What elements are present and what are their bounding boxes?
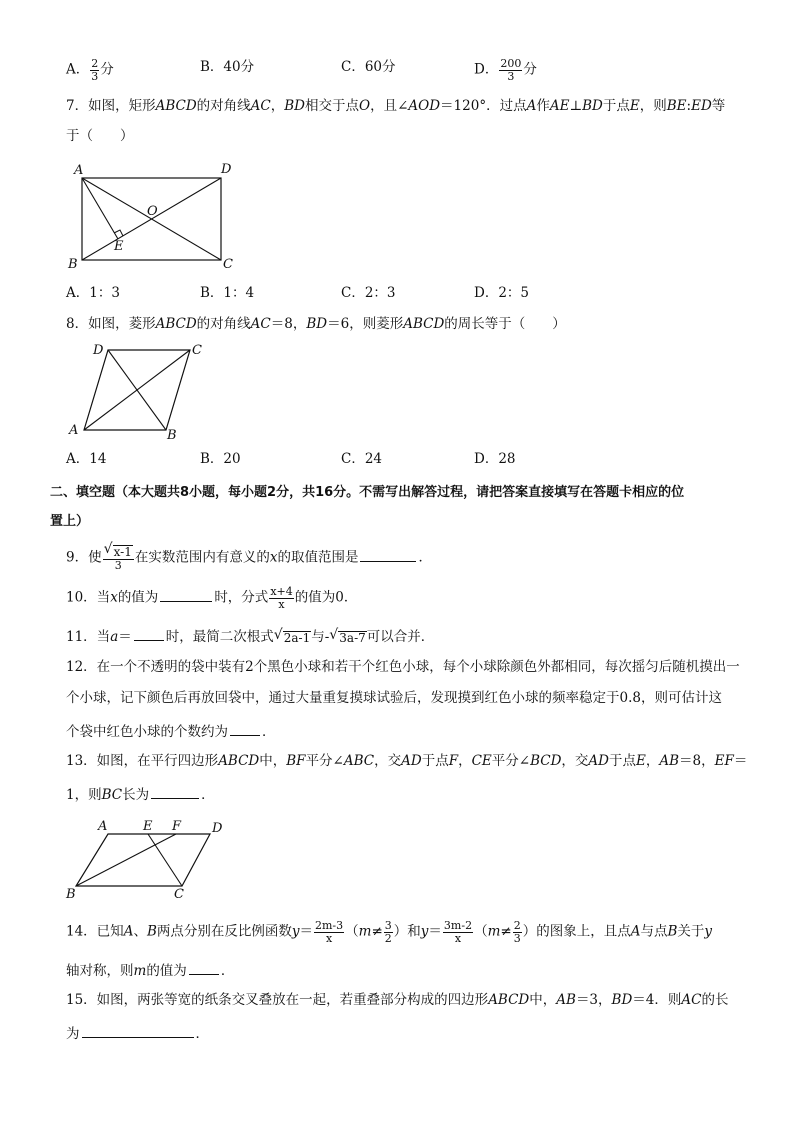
point-label-b: B [68,257,78,272]
q11-stem: 11．当a＝ 时，最简二次根式 √ 2a-1与- √ 3a-7可以合并． [66,627,435,645]
point-label-f: F [172,819,182,834]
point-label-a: A [69,423,79,438]
q7-stem-line2: 于（ ） [66,128,134,144]
point-label-a: A [74,163,84,178]
fraction: $\frac{x+4}{x}$ [270,585,293,611]
q8-rhombus-figure [60,338,220,448]
answer-blank[interactable] [360,549,416,562]
fraction: $\frac{2}{3}$ [513,919,521,945]
q13-line1: 13．如图，在平行四边形ABCD中，BF平分∠ABC，交AD于点F，CE平分∠BCD，交AD于点E，AB＝8，EF＝ [66,753,748,769]
section-heading-line1: 二、填空题（本大题共8小题，每小题2分，共16分。不需写出解答过程，请把答案直接填写在答题卡相应的位 [50,485,685,500]
answer-blank[interactable] [82,1025,194,1038]
answer-blank[interactable] [134,628,164,641]
section-heading-line2: 置上） [50,514,90,529]
point-label-b: B [167,428,177,443]
q8-choice-d[interactable]: D．28 [474,451,516,467]
q7-choice-a[interactable]: A．1：3 [66,285,120,301]
q14-line1: 14．已知A、B两点分别在反比例函数y＝ $\frac{2m-3}{x}$ （m≠ $\frac{3}{2}$ ）和y＝ $\frac{3m-2}{x}$ （m≠ $\frac{2}{3}$ ）的图象上，且点A与点B关于y [66,919,713,945]
point-label-o: O [147,204,158,219]
point-label-a: A [98,819,108,834]
q15-line1: 15．如图，两张等宽的纸条交叉叠放在一起，若重叠部分构成的四边形ABCD中，AB＝3，BD＝4．则AC的长 [66,992,729,1008]
point-label-e: E [114,239,124,254]
q6-choice-a[interactable]: A． $\frac{2}{3}$ 分 [66,57,114,83]
q6-choice-b[interactable]: B．40分 [200,59,255,75]
answer-blank[interactable] [189,962,219,975]
q8-choice-c[interactable]: C．24 [341,451,383,467]
q8-choice-a[interactable]: A．14 [66,451,107,467]
fraction: √ x-1 3 [103,541,132,572]
radical: √ 3a-7 [329,627,366,645]
point-label-c: C [223,257,233,272]
answer-blank[interactable] [160,589,212,602]
q13-parallelogram-figure [60,812,240,907]
fraction: $\frac{3}{2}$ [384,919,392,945]
q6-choice-c[interactable]: C．60分 [341,59,396,75]
q12-line1: 12．在一个不透明的袋中装有2个黑色小球和若干个红色小球，每个小球除颜色外都相同，每次摇匀后随机摸出一 [66,659,740,675]
answer-blank[interactable] [151,786,199,799]
q7-rectangle-figure [60,155,250,275]
point-label-d: D [221,162,232,177]
point-label-d: D [212,821,223,836]
answer-blank[interactable] [230,723,260,736]
q10-stem: 10．当x的值为 时，分式 $\frac{x+4}{x}$ 的值为0． [66,585,358,611]
fraction: $\frac{3m-2}{x}$ [443,919,473,945]
q8-stem: 8．如图，菱形ABCD的对角线AC＝8，BD＝6，则菱形ABCD的周长等于（ ） [66,316,566,332]
q8-choice-b[interactable]: B．20 [200,451,241,467]
point-label-c: C [192,343,202,358]
q15-line2: 为 ． [66,1026,209,1042]
q7-choice-d[interactable]: D．2：5 [474,285,530,301]
q6-choice-d[interactable]: D． $\frac{200}{3}$ 分 [474,57,537,83]
radical: √ 2a-1 [273,627,311,645]
q12-line3: 个袋中红色小球的个数约为 ． [66,724,276,740]
q13-line2: 1，则BC长为 ． [66,787,215,803]
fraction: $\frac{2}{3}$ [91,57,99,83]
q7-stem-line1: 7．如图，矩形ABCD的对角线AC，BD相交于点O，且∠AOD＝120°．过点A作AE⊥BD于点E，则BE:ED等 [66,98,726,114]
fraction: $\frac{200}{3}$ [500,57,522,83]
point-label-b: B [66,887,76,902]
q7-choice-c[interactable]: C．2：3 [341,285,396,301]
point-label-d: D [93,343,104,358]
q7-choice-b[interactable]: B．1：4 [200,285,255,301]
point-label-c: C [174,887,184,902]
fraction: $\frac{2m-3}{x}$ [315,919,344,945]
q14-line2: 轴对称，则m的值为 ． [66,963,235,979]
point-label-e: E [143,819,153,834]
q9-stem: 9．使 √ x-1 3 在实数范围内有意义的x的取值范围是 ． [66,541,432,572]
q12-line2: 个小球，记下颜色后再放回袋中，通过大量重复摸球试验后，发现摸到红色小球的频率稳定于0.8，则可估计这 [66,690,722,706]
